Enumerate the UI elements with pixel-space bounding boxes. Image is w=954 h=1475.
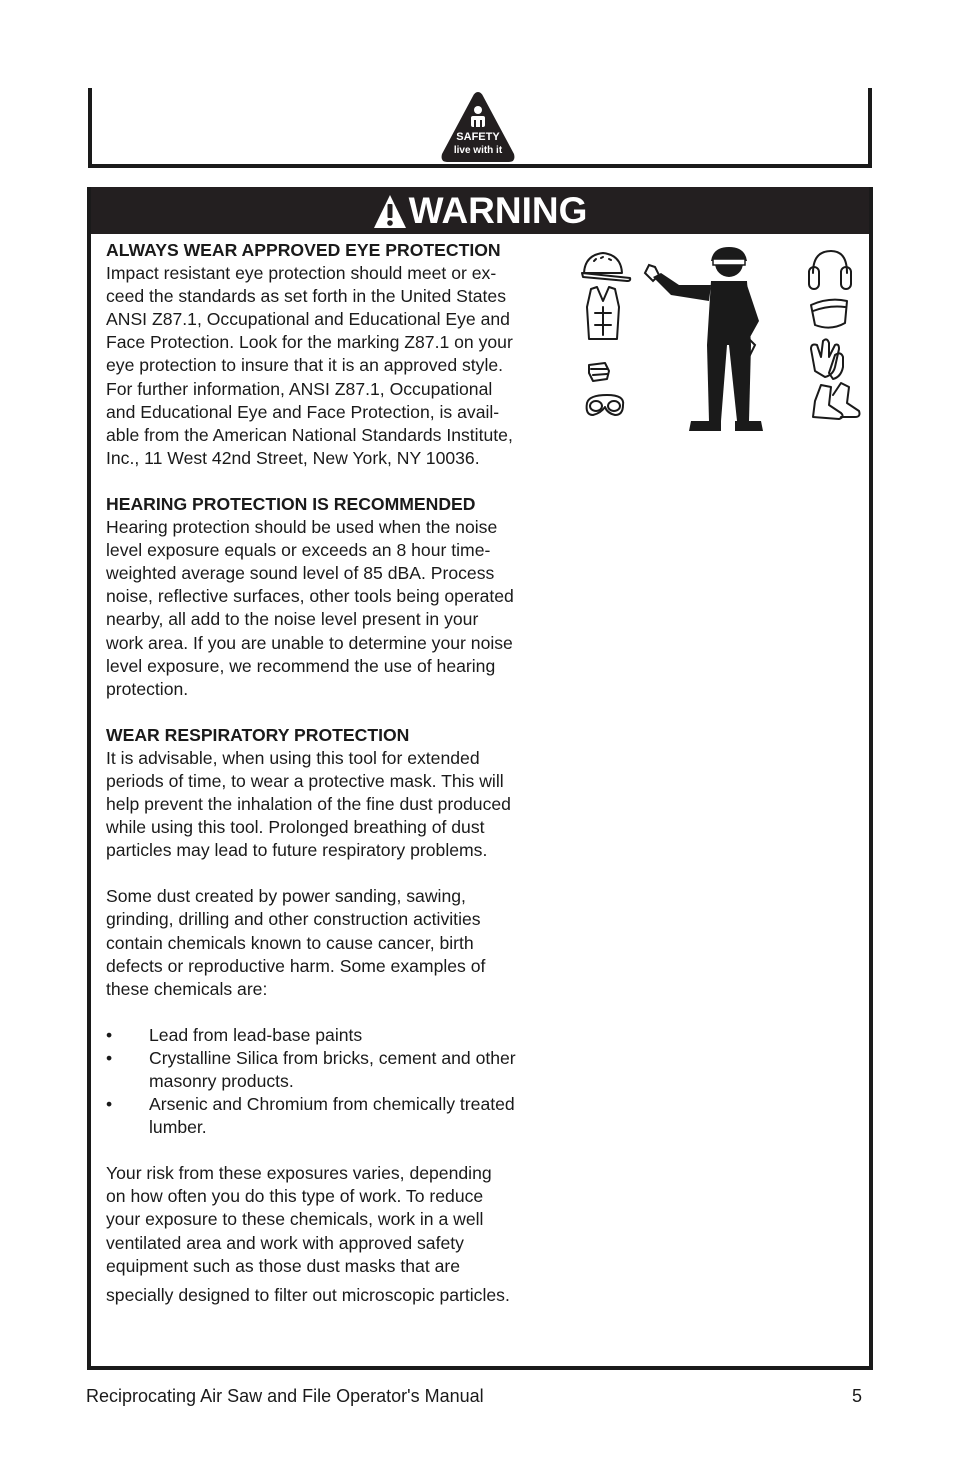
safety-vest-icon [587,287,619,339]
chemical-list [106,1024,576,1139]
list-item: • Arsenic and Chromium from chemically treated lumber. [106,1094,515,1138]
safety-boots-icon [813,383,860,419]
gloves-icon [811,339,843,379]
warning-title: WARNING [408,190,588,231]
hard-hat-icon [582,253,630,281]
hearing-protection-heading: HEARING PROTECTION IS RECOMMENDED [106,493,476,514]
safety-logo [439,90,517,164]
ppe-illustration [579,245,861,445]
dust-mask-icon [589,363,609,381]
worker-figure-icon [645,247,763,431]
ear-muffs-icon [809,251,851,289]
footer-page-number: 5 [852,1386,863,1406]
list-item: • Crystalline Silica from bricks, cement and other masonry products. [106,1047,516,1091]
exposure-risk-last-line: specially designed to filter out microscopic particles. [106,1284,510,1305]
logo-safety-text: SAFETY [456,131,500,143]
eye-protection-heading: ALWAYS WEAR APPROVED EYE PROTECTION [106,240,501,260]
respiratory-protection-text: It is advisable, when using this tool for extended periods of time, to wear a protective mask. This will help prevent the inhalation of the fine dust produced while using this tool. Prolonged breathing of dust particles may lead to future respiratory problems. [106,747,511,861]
footer-manual-title: Reciprocating Air Saw and File Operator's Manual [86,1386,484,1406]
warning-triangle-icon [373,194,407,230]
dust-hazard-text: Some dust created by power sanding, sawing, grinding, drilling and other construction activities contain chemicals known to cause cancer, birth defects or reproductive harm. Some examples of these chemicals are: [106,886,486,999]
list-item: • Lead from lead-base paints [106,1024,363,1045]
warning-header [91,187,869,234]
goggles-icon [587,395,624,415]
hearing-protection-text: Hearing protection should be used when the noise level exposure equals or exceeds an 8 hour time- weighted average sound level of 85 dBA. Process noise, reflective surfaces, other tools being operated nearby, all add to the noise level present in your work area. If you are unable to determine your noise level exposure, we recommend the use of hearing protection. [106,517,514,699]
exposure-risk-text: Your risk from these exposures varies, depending on how often you do this type of work. To reduce your exposure to these chemicals, work in a well ventilated area and work with approved safety equipment such as those dust masks that are [106,1163,492,1276]
warning-body [106,239,576,1307]
respiratory-protection-heading: WEAR RESPIRATORY PROTECTION [106,724,410,745]
eye-protection-text: Impact resistant eye protection should meet or ex- ceed the standards as set forth in the United States ANSI Z87.1, Occupational and Educational Eye and Face Protection. Look for the marking Z87.1 on your eye protection to insure that it is an approved style. For further information, ANSI Z87.1, Occupational and Educational Eye and Face Protection, is avail- able from the American National Standards Institute, Inc., 11 West 42nd Street, New York, NY 10036. [106,263,513,468]
safety-logo-frame [88,88,872,168]
warning-panel [87,187,873,1370]
face-shield-icon [811,300,847,328]
logo-tagline-text: live with it [453,145,503,156]
